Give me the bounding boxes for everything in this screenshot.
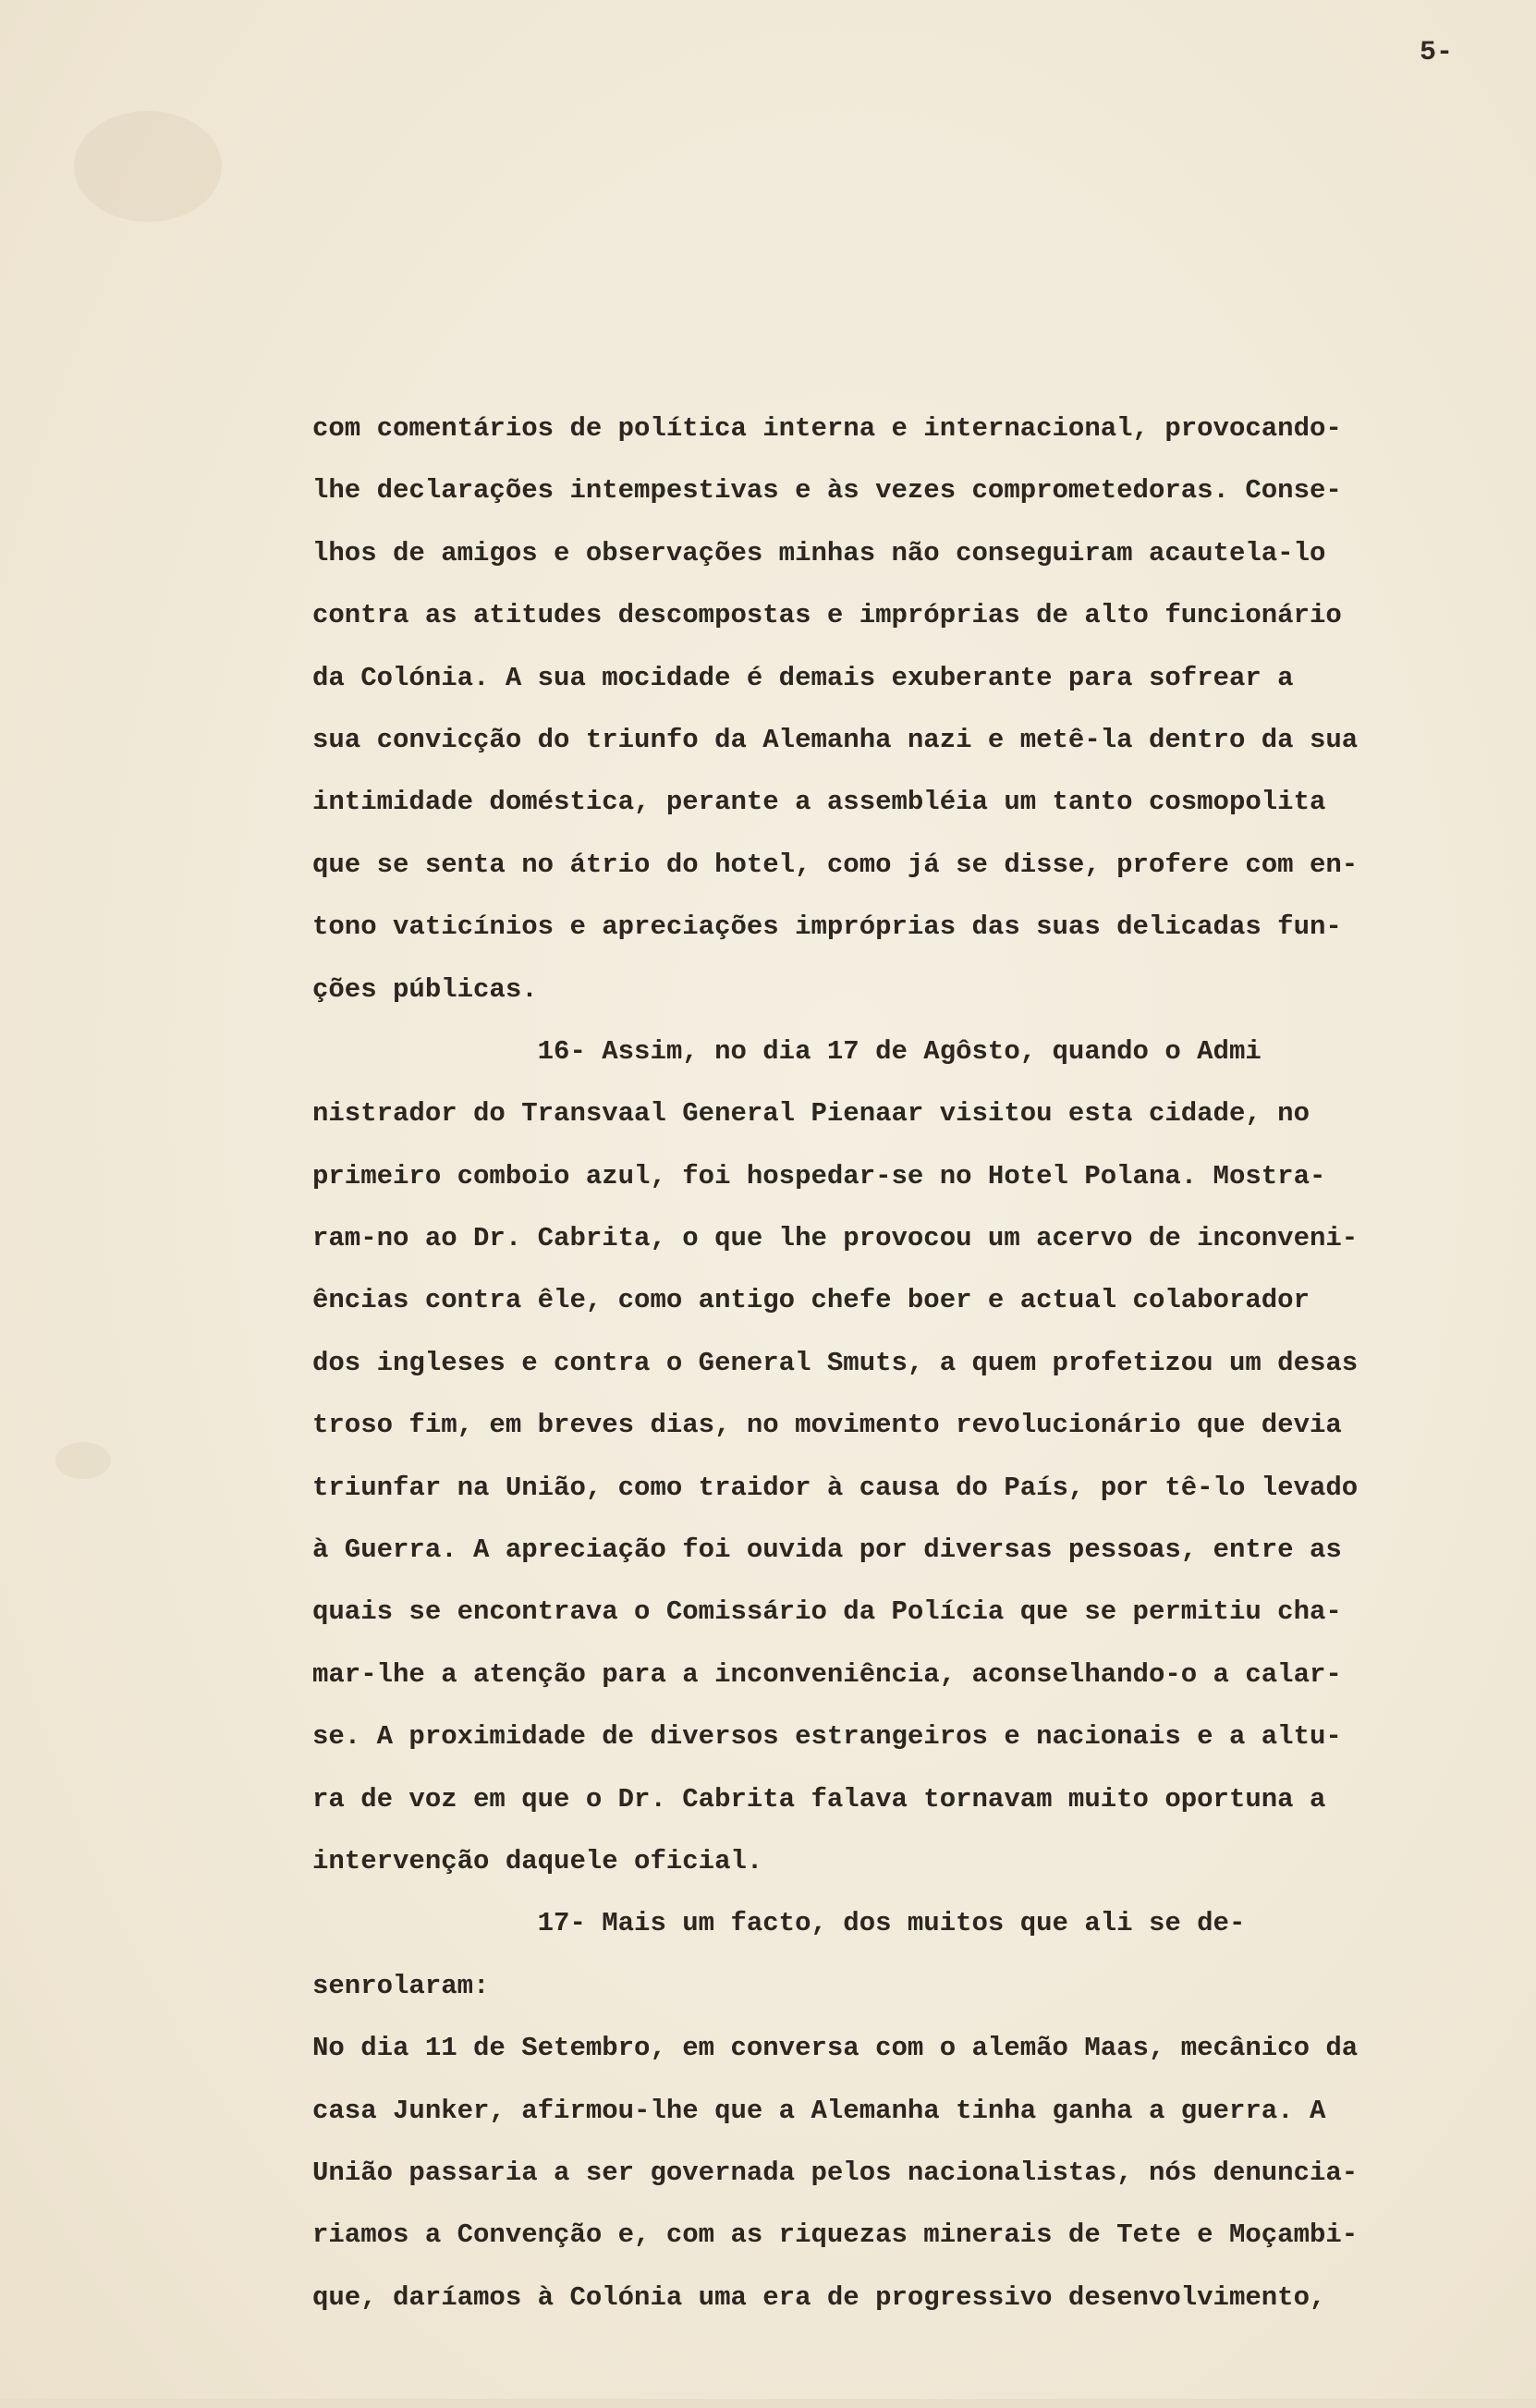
text-line: se. A proximidade de diversos estrangeiros e nacionais e a altu- xyxy=(312,1721,1342,1753)
paper-stain xyxy=(55,1442,111,1479)
text-line: à Guerra. A apreciação foi ouvida por diversas pessoas, entre as xyxy=(312,1534,1342,1566)
text-line: da Colónia. A sua mocidade é demais exuberante para sofrear a xyxy=(312,662,1294,693)
text-line: intervenção daquele oficial. xyxy=(312,1845,763,1876)
text-line: União passaria a ser governada pelos nacionalistas, nós denuncia- xyxy=(312,2157,1359,2188)
text-line: ram-no ao Dr. Cabrita, o que lhe provocou um acervo de inconveni- xyxy=(312,1223,1359,1254)
text-line: sua convicção do triunfo da Alemanha nazi e metê-la dentro da sua xyxy=(312,724,1359,755)
text-line: contra as atitudes descompostas e impróprias de alto funcionário xyxy=(312,600,1342,631)
text-line: casa Junker, afirmou-lhe que a Alemanha tinha ganha a guerra. A xyxy=(312,2095,1326,2126)
text-line: com comentários de política interna e internacional, provocando- xyxy=(312,413,1342,444)
page-number: 5- xyxy=(1419,37,1453,68)
paragraph-17-start: 17- Mais um facto, dos muitos que ali se de- xyxy=(312,1908,1246,1939)
text-line: lhos de amigos e observações minhas não conseguiram acautela-lo xyxy=(312,537,1326,568)
text-line: ra de voz em que o Dr. Cabrita falava tornavam muito oportuna a xyxy=(312,1783,1326,1815)
body-text xyxy=(312,397,1523,2329)
text-line: lhe declarações intempestivas e às vezes comprometedoras. Conse- xyxy=(312,475,1342,507)
text-line: ências contra êle, como antigo chefe boer e actual colaborador xyxy=(312,1285,1310,1316)
text-line: primeiro comboio azul, foi hospedar-se no Hotel Polana. Mostra- xyxy=(312,1160,1326,1192)
paragraph-16-start: 16- Assim, no dia 17 de Agôsto, quando o Admi xyxy=(312,1035,1262,1067)
text-line: tono vaticínios e apreciações impróprias das suas delicadas fun- xyxy=(312,911,1342,943)
text-line: senrolaram: xyxy=(312,1970,490,2001)
text-line: quais se encontrava o Comissário da Polícia que se permitiu cha- xyxy=(312,1596,1342,1628)
text-line: que, daríamos à Colónia uma era de progressivo desenvolvimento, xyxy=(312,2281,1326,2313)
text-line: mar-lhe a atenção para a inconveniência, aconselhando-o a calar- xyxy=(312,1658,1342,1690)
text-line: dos ingleses e contra o General Smuts, a quem profetizou um desas xyxy=(312,1347,1359,1378)
text-line: No dia 11 de Setembro, em conversa com o alemão Maas, mecânico da xyxy=(312,2033,1359,2064)
text-line: troso fim, em breves dias, no movimento revolucionário que devia xyxy=(312,1410,1342,1441)
text-line: ções públicas. xyxy=(312,973,538,1005)
text-line: triunfar na União, como traidor à causa do País, por tê-lo levado xyxy=(312,1472,1359,1503)
text-line: intimidade doméstica, perante a assembléia um tanto cosmopolita xyxy=(312,787,1326,818)
text-line: nistrador do Transvaal General Pienaar visitou esta cidade, no xyxy=(312,1098,1310,1130)
text-line: que se senta no átrio do hotel, como já se disse, profere com en- xyxy=(312,849,1359,880)
paper-stain xyxy=(74,111,222,222)
page-bottom-edge xyxy=(0,2399,1536,2408)
text-line: riamos a Convenção e, com as riquezas minerais de Tete e Moçambi- xyxy=(312,2219,1359,2251)
